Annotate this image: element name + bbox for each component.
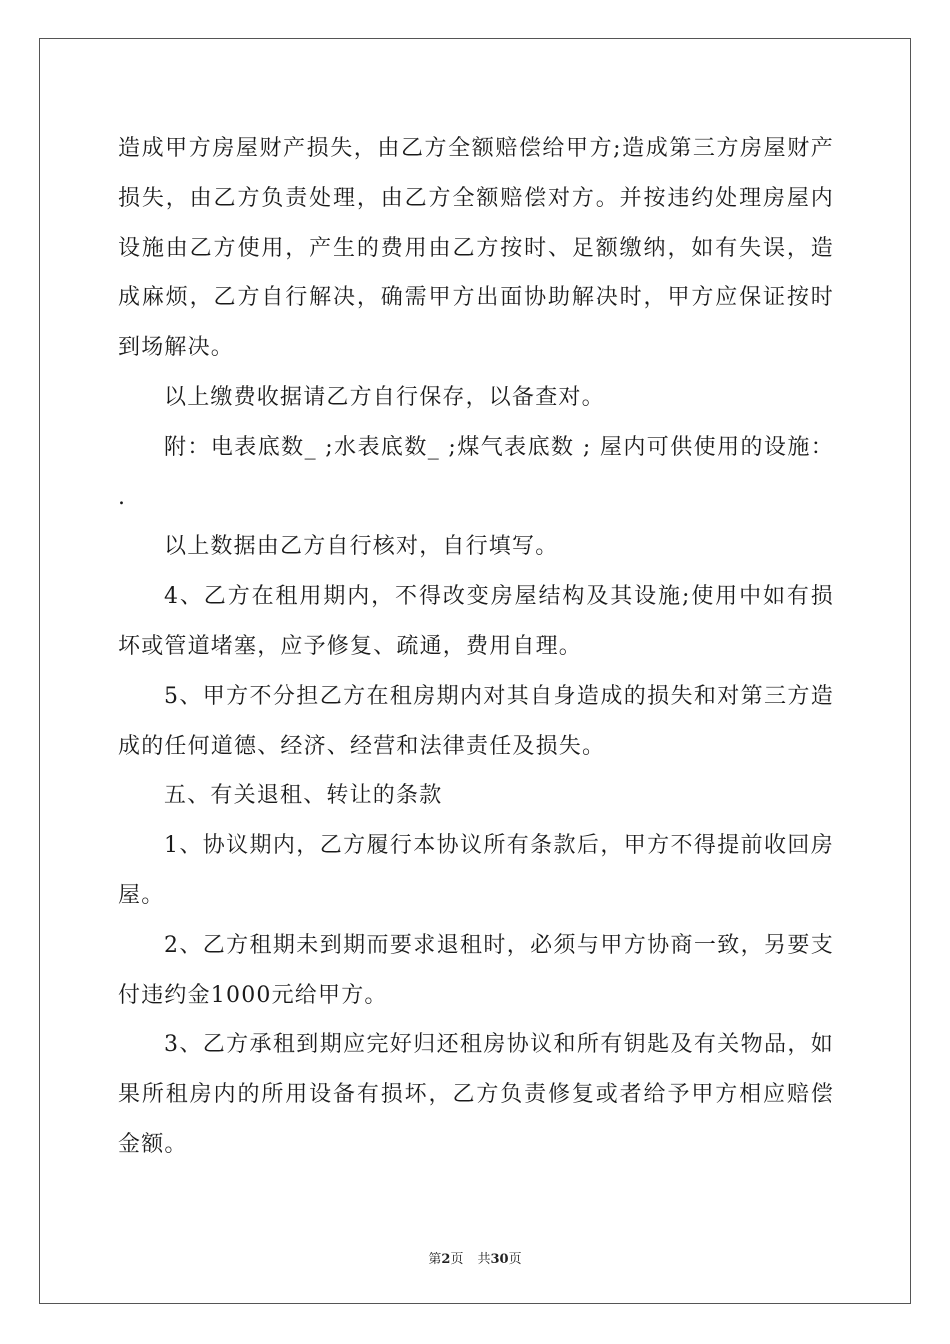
footer-total-prefix: 共 bbox=[477, 1252, 491, 1267]
paragraph-receipts: 以上缴费收据请乙方自行保存，以备查对。 bbox=[164, 384, 605, 410]
footer-total-number: 30 bbox=[490, 1252, 509, 1267]
paragraph-continuation: 造成甲方房屋财产损失，由乙方全额赔偿给甲方;造成第三方房屋财产损失，由乙方负责处理，由乙方全额赔偿对方。并按违约处理房屋内设施由乙方使用，产生的费用由乙方按时、足额缴纳，如有失误，造成麻烦，乙方自行解决，确需甲方出面协助解决时，甲方应保证按时到场解决。 bbox=[118, 136, 834, 361]
paragraph-clause-4: 4、乙方在租用期内，不得改变房屋结构及其设施;使用中如有损坏或管道堵塞，应予修复、疏通，费用自理。 bbox=[118, 584, 834, 659]
paragraph-data-check: 以上数据由乙方自行核对，自行填写。 bbox=[164, 534, 559, 560]
footer-page-number: 2 bbox=[441, 1252, 451, 1267]
footer-total-suffix: 页 bbox=[508, 1252, 522, 1267]
paragraph-termination-1: 1、协议期内，乙方履行本协议所有条款后，甲方不得提前收回房屋。 bbox=[118, 833, 834, 908]
footer-page-suffix: 页 bbox=[450, 1252, 464, 1267]
footer-page-prefix: 第 bbox=[428, 1252, 442, 1267]
paragraph-meter-readings: 附：电表底数_ ;水表底数_ ;煤气表底数 ; 屋内可供使用的设施： . bbox=[118, 434, 834, 510]
paragraph-termination-2: 2、乙方租期未到期而要求退租时，必须与甲方协商一致，另要支付违约金1000元给甲方。 bbox=[118, 932, 834, 1008]
paragraph-termination-3: 3、乙方承租到期应完好归还租房协议和所有钥匙及有关物品，如果所租房内的所用设备有损坏，乙方负责修复或者给予甲方相应赔偿金额。 bbox=[118, 1032, 834, 1157]
page-footer bbox=[0, 1248, 950, 1267]
paragraph-clause-5: 5、甲方不分担乙方在租房期内对其自身造成的损失和对第三方造成的任何道德、经济、经营和法律责任及损失。 bbox=[118, 683, 834, 759]
document-body bbox=[118, 124, 834, 1170]
section-heading-termination: 五、有关退租、转让的条款 bbox=[164, 783, 443, 809]
